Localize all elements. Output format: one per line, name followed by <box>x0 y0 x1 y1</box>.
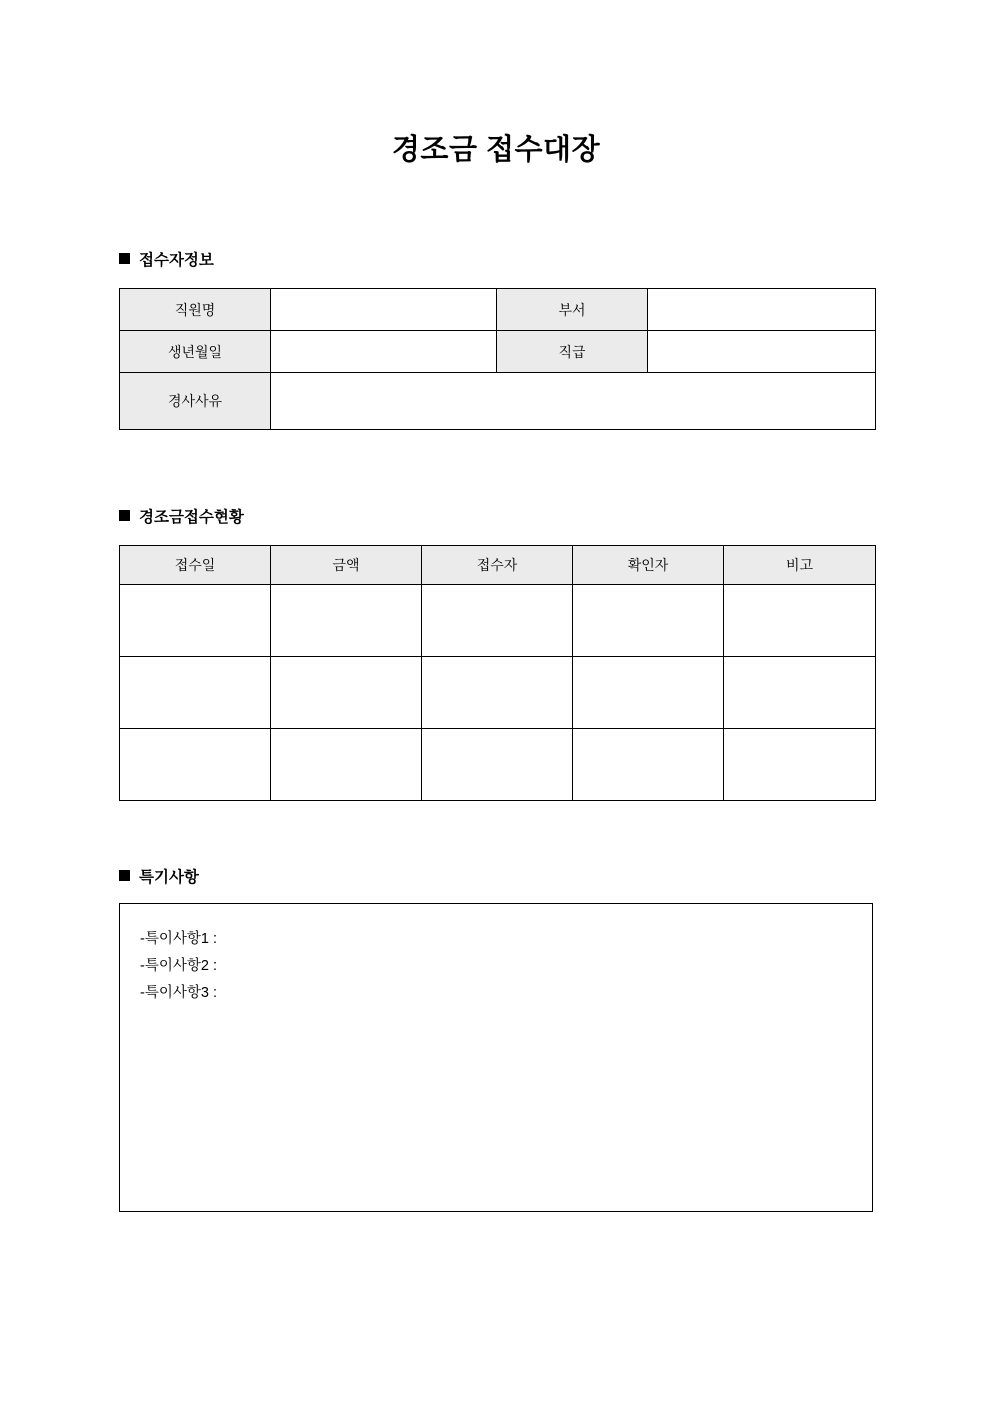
cell-value-birthdate[interactable] <box>271 331 497 373</box>
note-line-2: -특이사항2 : <box>140 958 217 974</box>
recipient-info-table <box>119 288 876 430</box>
cell-label-birthdate: 생년월일 <box>120 331 271 373</box>
table-row <box>120 585 876 657</box>
table-row <box>120 331 876 373</box>
cell-amount-1[interactable] <box>271 585 422 657</box>
square-bullet-icon <box>119 510 130 521</box>
table-row <box>120 657 876 729</box>
column-header-remarks: 비고 <box>724 546 876 585</box>
cell-confirmer-2[interactable] <box>573 657 724 729</box>
cell-receiver-3[interactable] <box>422 729 573 801</box>
section-heading-label: 경조금접수현황 <box>139 509 244 526</box>
cell-remarks-1[interactable] <box>724 585 876 657</box>
notes-list <box>120 904 872 1007</box>
column-header-confirmer: 확인자 <box>573 546 724 585</box>
cell-receipt-date-3[interactable] <box>120 729 271 801</box>
donation-status-table <box>119 545 876 801</box>
cell-value-department[interactable] <box>648 289 876 331</box>
square-bullet-icon <box>119 870 130 881</box>
cell-amount-2[interactable] <box>271 657 422 729</box>
cell-receipt-date-2[interactable] <box>120 657 271 729</box>
cell-remarks-2[interactable] <box>724 657 876 729</box>
cell-receipt-date-1[interactable] <box>120 585 271 657</box>
page-title: 경조금 접수대장 <box>391 134 601 166</box>
section-heading-recipient-info <box>119 252 214 271</box>
column-header-receipt-date: 접수일 <box>120 546 271 585</box>
table-row <box>120 373 876 430</box>
cell-remarks-3[interactable] <box>724 729 876 801</box>
table-header-row <box>120 546 876 585</box>
note-line-1: -특이사항1 : <box>140 931 217 947</box>
column-header-receiver: 접수자 <box>422 546 573 585</box>
cell-receiver-2[interactable] <box>422 657 573 729</box>
cell-confirmer-1[interactable] <box>573 585 724 657</box>
section-heading-label: 접수자정보 <box>139 252 214 269</box>
table-row <box>120 729 876 801</box>
note-line-3: -특이사항3 : <box>140 985 217 1001</box>
cell-label-employee-name: 직원명 <box>120 289 271 331</box>
table-row <box>120 289 876 331</box>
section-heading-donation-status <box>119 509 244 528</box>
square-bullet-icon <box>119 253 130 264</box>
cell-confirmer-3[interactable] <box>573 729 724 801</box>
cell-receiver-1[interactable] <box>422 585 573 657</box>
cell-value-position[interactable] <box>648 331 876 373</box>
cell-label-position: 직급 <box>497 331 648 373</box>
cell-label-reason: 경사사유 <box>120 373 271 430</box>
column-header-amount: 금액 <box>271 546 422 585</box>
cell-amount-3[interactable] <box>271 729 422 801</box>
cell-label-department: 부서 <box>497 289 648 331</box>
cell-value-reason[interactable] <box>271 373 876 430</box>
section-heading-notes <box>119 869 199 888</box>
notes-textarea[interactable] <box>119 903 873 1212</box>
cell-value-employee-name[interactable] <box>271 289 497 331</box>
section-heading-label: 특기사항 <box>139 869 199 886</box>
